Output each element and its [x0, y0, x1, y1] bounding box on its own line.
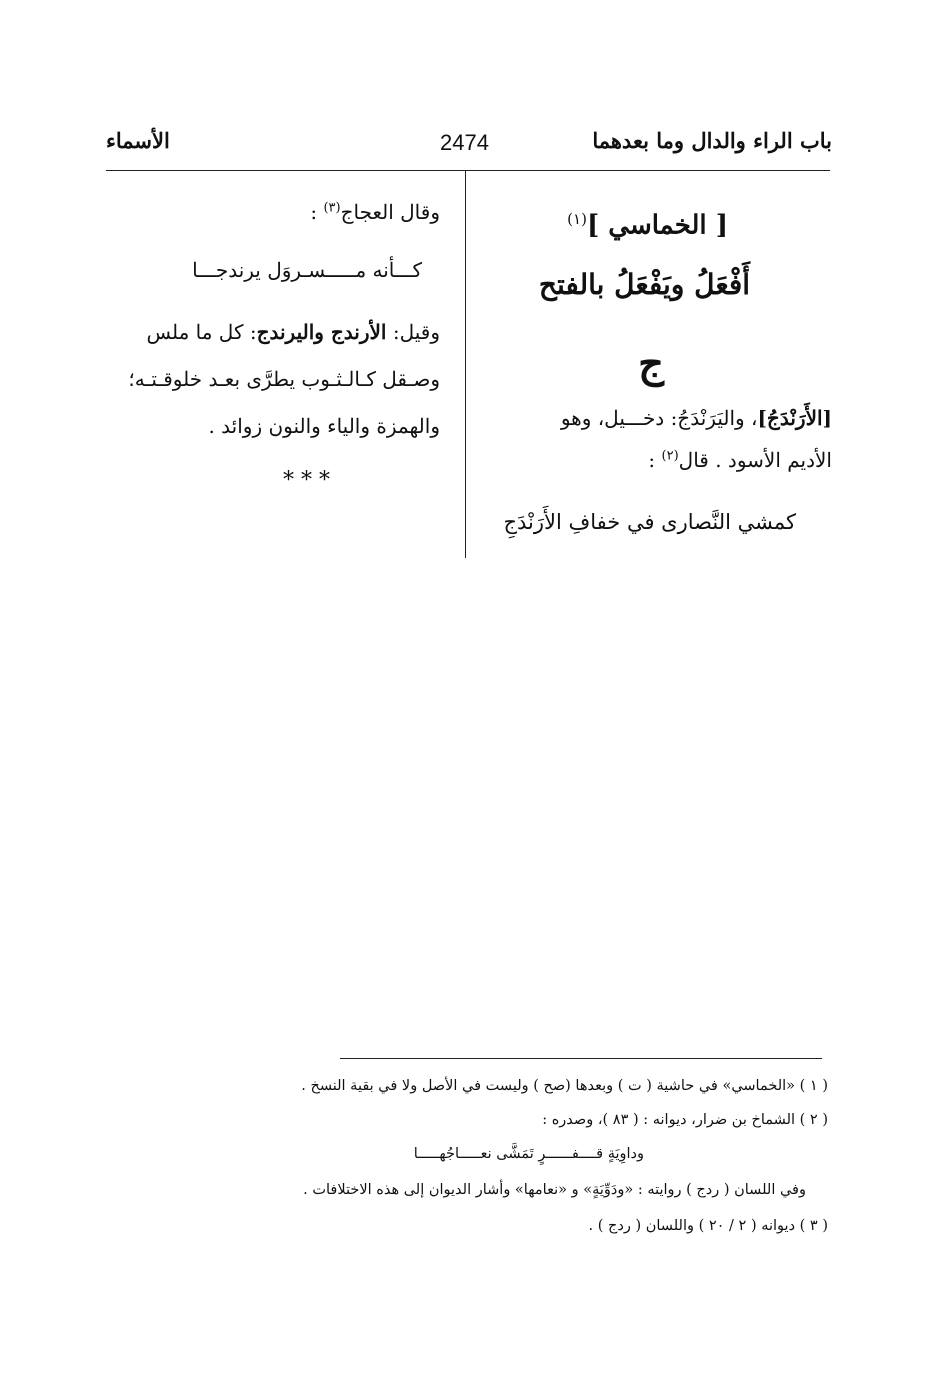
left-line-3: وقيل: الأرندج واليرندج: كل ما ملس: [146, 320, 440, 344]
running-head-section: الأسماء: [106, 128, 170, 153]
footnote-ref: (٢): [661, 448, 679, 464]
left-line-4: وصـقل كـالـثـوب يطرَّى بعـد خلوقـتـه؛: [128, 367, 440, 391]
left-line-1: وقال العجاج$^{(٣)}$ :: [310, 200, 440, 224]
section-subtitle: أَفْعَلُ ويَفْعَلُ بالفتح: [538, 268, 750, 301]
header-rule: [106, 170, 830, 171]
entry-line-2: الأديم الأسود . قال$^{(٢)}$ :: [648, 448, 832, 472]
footnote-ref: (١): [567, 210, 587, 228]
entry-line-1: [الأَرَنْدَجُ]، واليَرَنْدَجُ: دخـــيل، وهو: [560, 406, 832, 430]
footnote-ref: (٣): [323, 200, 341, 216]
verse-line: كمشي النَّصارى في خفافِ الأَرَنْدَجِ: [503, 510, 796, 534]
section-title: [ الخماسي ]$^{(١)}$: [567, 210, 728, 241]
footnote-2: ( ٢ ) الشماخ بن ضرار، ديوانه : ( ٨٣ )، وصدره :: [542, 1112, 828, 1128]
letter-heading: ج: [638, 340, 664, 387]
left-line-5: والهمزة والياء والنون زوائد .: [208, 414, 440, 438]
running-head-chapter: باب الراء والدال وما بعدهما: [592, 128, 832, 153]
left-verse: كـــأنه مـــــسـروَل يرندجـــا: [192, 258, 422, 282]
section-separator-stars: * * *: [283, 468, 330, 493]
footnote-3: ( ٣ ) ديوانه ( ٢ / ٢٠ ) واللسان ( ردج ) .: [588, 1218, 828, 1234]
entry-headword: [الأَرَنْدَجُ]: [757, 406, 832, 430]
page-number: 2474: [440, 130, 489, 155]
column-divider: [465, 170, 466, 558]
footnote-rule: [340, 1058, 822, 1059]
footnote-2-verse: وداوِيَةٍ قــــفــــــرٍ تَمَشَّى نعـــــاجُهـــــا: [413, 1146, 644, 1162]
footnote-2-continued: وفي اللسان ( ردج ) روايته : «ودَوِّيَةٍ» و «نعامها» وأشار الديوان إلى هذه الاختلافات .: [303, 1182, 806, 1198]
defined-terms: الأرندج واليرندج: [256, 320, 387, 344]
footnote-1: ( ١ ) «الخماسي» في حاشية ( ت ) وبعدها (صح ) وليست في الأصل ولا في بقية النسخ .: [301, 1078, 828, 1094]
